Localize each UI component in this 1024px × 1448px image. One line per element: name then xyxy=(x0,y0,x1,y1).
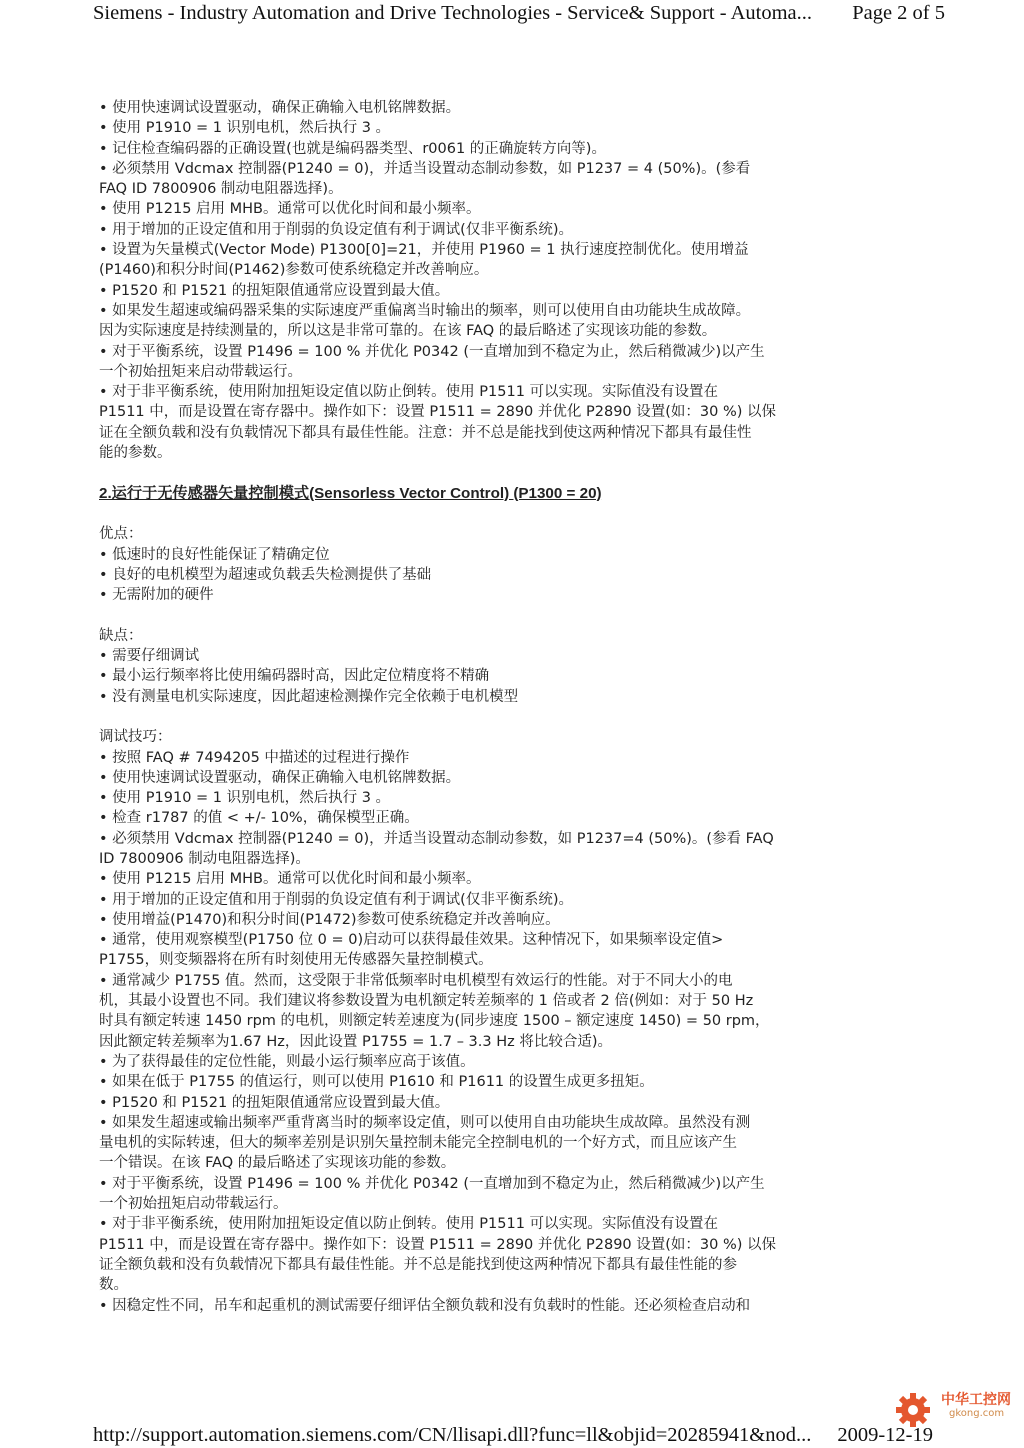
text-line: • P1520 和 P1521 的扭矩限值通常应设置到最大值。 xyxy=(99,282,450,299)
disadvantages-list xyxy=(99,646,881,707)
text-line: • 没有测量电机实际速度，因此超速检测操作完全依赖于电机模型 xyxy=(99,688,519,705)
text-line: • 使用 P1910 = 1 识别电机，然后执行 3 。 xyxy=(99,790,391,807)
tips-title: 调试技巧： xyxy=(99,729,172,746)
spacer xyxy=(99,463,881,483)
text-line: • 良好的电机模型为超速或负载丢失检测提供了基础 xyxy=(99,566,432,583)
tips-list xyxy=(99,748,881,1316)
text-line: • 设置为矢量模式(Vector Mode) P1300[0]=21，并使用 P1960 = 1 执行速度控制优化。使用增益 xyxy=(99,242,749,259)
text-line: 能的参数。 xyxy=(99,445,172,462)
text-line: • 对于平衡系统，设置 P1496 = 100 % 并优化 P0342 (一直增加到不稳定为止，然后稍微减少)以产生 xyxy=(99,343,765,360)
page-number: Page 2 of 5 xyxy=(852,2,945,24)
text-line: • 使用快速调试设置驱动，确保正确输入电机铭牌数据。 xyxy=(99,100,461,116)
watermark-domain: gkong.com xyxy=(949,1408,1005,1419)
gear-icon xyxy=(895,1392,931,1428)
text-line: • 为了获得最佳的定位性能，则最小运行频率应高于该值。 xyxy=(99,1053,475,1070)
text-line: • 最小运行频率将比使用编码器时高，因此定位精度将不精确 xyxy=(99,668,490,685)
spacer xyxy=(99,707,881,727)
text-line: • 用于增加的正设定值和用于削弱的负设定值有利于调试(仅非平衡系统)。 xyxy=(99,891,573,908)
text-line: ID 7800906 制动电阻器选择)。 xyxy=(99,850,310,867)
text-line: • 用于增加的正设定值和用于削弱的负设定值有利于调试(仅非平衡系统)。 xyxy=(99,221,573,238)
text-line: • 使用 P1215 启用 MHB。通常可以优化时间和最小频率。 xyxy=(99,201,481,218)
text-line: • 对于非平衡系统，使用附加扭矩设定值以防止倒转。使用 P1511 可以实现。实际值没有设置在 xyxy=(99,384,719,401)
text-line: • 如果在低于 P1755 的值运行，则可以使用 P1610 和 P1611 的设置生成更多扭矩。 xyxy=(99,1074,654,1091)
text-line: 量电机的实际转速，但大的频率差别是识别矢量控制未能完全控制电机的一个好方式，而且应该产生 xyxy=(99,1135,737,1152)
text-line: (P1460)和积分时间(P1462)参数可使系统稳定并改善响应。 xyxy=(99,262,489,279)
text-line: • 必须禁用 Vdcmax 控制器(P1240 = 0)，并适当设置动态制动参数，如 P1237 = 4 (50%)。(参看 xyxy=(99,160,751,177)
spacer xyxy=(99,605,881,625)
footer-date: 2009-12-19 xyxy=(837,1424,933,1446)
text-line: 因为实际速度是持续测量的，所以这是非常可靠的。在该 FAQ 的最后略述了实现该功能的参数。 xyxy=(99,323,717,340)
text-line: • 按照 FAQ # 7494205 中描述的过程进行操作 xyxy=(99,749,410,766)
page-footer xyxy=(93,1424,933,1447)
intro-list xyxy=(99,98,881,463)
text-line: 一个初始扭矩启动带载运行。 xyxy=(99,1196,288,1213)
text-line: • 如果发生超速或编码器采集的实际速度严重偏离当时输出的频率，则可以使用自由功能块生成故障。 xyxy=(99,302,751,319)
page-header xyxy=(93,2,945,25)
advantages-title: 优点： xyxy=(99,526,143,543)
text-line: • 通常，使用观察模型(P1750 位 0 = 0)启动可以获得最佳效果。这种情况下，如果频率设定值> xyxy=(99,932,724,949)
text-line: 数。 xyxy=(99,1277,128,1294)
text-line: • 必须禁用 Vdcmax 控制器(P1240 = 0)，并适当设置动态制动参数，如 P1237=4 (50%)。(参看 FAQ xyxy=(99,830,774,847)
text-line: 一个错误。在该 FAQ 的最后略述了实现该功能的参数。 xyxy=(99,1155,456,1172)
watermark-brand: 中华工控网 xyxy=(941,1392,1011,1408)
text-line: P1755，则变频器将在所有时刻使用无传感器矢量控制模式。 xyxy=(99,952,493,969)
spacer xyxy=(99,504,881,524)
text-line: • 记住检查编码器的正确设置(也就是编码器类型、r0061 的正确旋转方向等)。 xyxy=(99,140,606,157)
text-line: 证全额负载和没有负载情况下都具有最佳性能。并不总是能找到使这两种情况下都具有最佳性能的参 xyxy=(99,1256,737,1273)
text-line: • 使用 P1215 启用 MHB。通常可以优化时间和最小频率。 xyxy=(99,871,481,888)
text-line: • 需要仔细调试 xyxy=(99,648,200,665)
text-line: • 通常减少 P1755 值。然而，这受限于非常低频率时电机模型有效运行的性能。对于不同大小的电 xyxy=(99,972,733,989)
text-line: P1511 中，而是设置在寄存器中。操作如下：设置 P1511 = 2890 并优化 P2890 设置(如：30 %) 以保 xyxy=(99,404,777,421)
text-line: • 使用 P1910 = 1 识别电机，然后执行 3 。 xyxy=(99,120,391,137)
text-line: • 因稳定性不同，吊车和起重机的测试需要仔细评估全额负载和没有负载时的性能。还必须检查启动和 xyxy=(99,1297,751,1314)
text-line: 因此额定转差频率为1.67 Hz，因此设置 P1755 = 1.7 – 3.3 Hz 将比较合适)。 xyxy=(99,1033,613,1050)
text-line: 机，其最小设置也不同。我们建议将参数设置为电机额定转差频率的 1 倍或者 2 倍(例如：对于 50 Hz xyxy=(99,993,754,1010)
advantages-list xyxy=(99,545,881,606)
text-line: • 检查 r1787 的值 < +/- 10%，确保模型正确。 xyxy=(99,810,419,827)
text-line: • 低速时的良好性能保证了精确定位 xyxy=(99,546,330,563)
section-title: 2.运行于无传感器矢量控制模式(Sensorless Vector Control) (P1300 = 20) xyxy=(99,484,602,502)
text-line: • 使用增益(P1470)和积分时间(P1472)参数可使系统稳定并改善响应。 xyxy=(99,911,560,928)
text-line: • 如果发生超速或输出频率严重背离当时的频率设定值，则可以使用自由功能块生成故障。虽然没有测 xyxy=(99,1114,751,1131)
text-line: • 对于非平衡系统，使用附加扭矩设定值以防止倒转。使用 P1511 可以实现。实际值没有设置在 xyxy=(99,1216,719,1233)
document-body xyxy=(99,98,881,1316)
text-line: 时具有额定转速 1450 rpm 的电机，则额定转差速度为(同步速度 1500 – 额定速度 1450) = 50 rpm， xyxy=(99,1013,770,1030)
footer-url[interactable]: http://support.automation.siemens.com/CN/llisapi.dll?func=ll&objid=20285941&nod... xyxy=(93,1424,812,1446)
text-line: P1511 中，而是设置在寄存器中。操作如下：设置 P1511 = 2890 并优化 P2890 设置(如：30 %) 以保 xyxy=(99,1236,777,1253)
text-line: • 对于平衡系统，设置 P1496 = 100 % 并优化 P0342 (一直增加到不稳定为止，然后稍微减少)以产生 xyxy=(99,1175,765,1192)
disadvantages-title: 缺点： xyxy=(99,627,143,644)
header-title: Siemens - Industry Automation and Drive Technologies - Service& Support - Automa... xyxy=(93,2,812,24)
text-line: 证在全额负载和没有负载情况下都具有最佳性能。注意：并不总是能找到使这两种情况下都具有最佳性 xyxy=(99,424,752,441)
text-line: • 无需附加的硬件 xyxy=(99,587,214,604)
text-line: FAQ ID 7800906 制动电阻器选择)。 xyxy=(99,181,343,198)
text-line: • P1520 和 P1521 的扭矩限值通常应设置到最大值。 xyxy=(99,1094,450,1111)
text-line: • 使用快速调试设置驱动，确保正确输入电机铭牌数据。 xyxy=(99,769,461,786)
text-line: 一个初始扭矩来启动带载运行。 xyxy=(99,363,302,380)
